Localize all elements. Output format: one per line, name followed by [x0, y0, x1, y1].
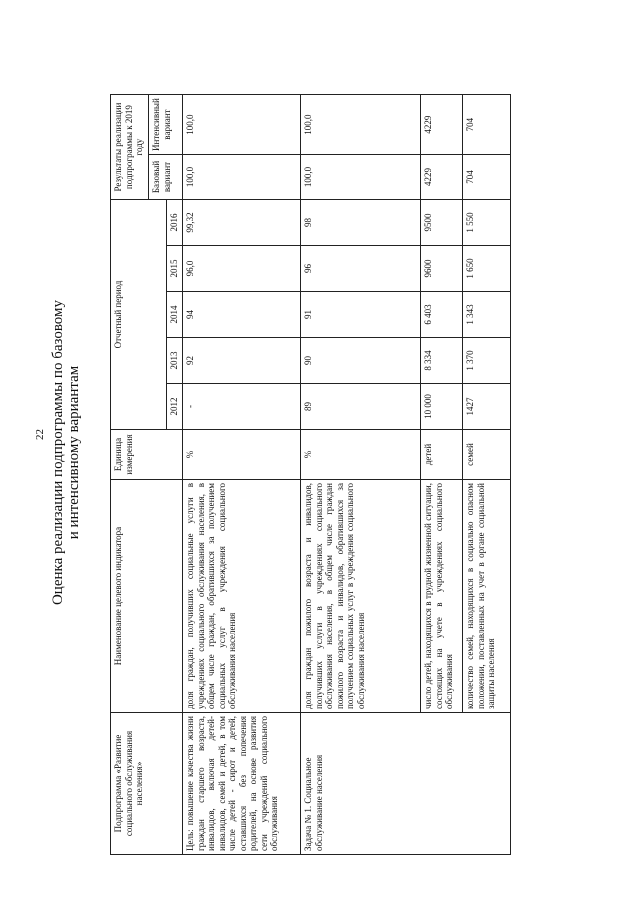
value-intensive: 704: [463, 95, 511, 155]
header-subprogram: Подпрограмма «Развитие социального обслуживания населения»: [111, 713, 183, 855]
value-2015: 96: [301, 246, 421, 292]
goal-cell: Цель: повышение качества жизни граждан старшего возраста, инвалидов, включая детей-инвалидов, семей и детей, в том числе детей - сирот и детей, оставшихся без попечения родителей, на основе развития сети учреждений социального обслуживания: [183, 713, 301, 855]
value-2012: -: [183, 384, 301, 430]
value-2014: 91: [301, 292, 421, 338]
table-row: [301, 95, 421, 855]
value-2015: 9600: [421, 246, 463, 292]
unit-cell: %: [183, 430, 301, 480]
value-base: 704: [463, 155, 511, 200]
value-2012: 89: [301, 384, 421, 430]
value-2013: 1 370: [463, 338, 511, 384]
unit-cell: семей: [463, 430, 511, 480]
value-intensive: 100,0: [301, 95, 421, 155]
indicators-table: [110, 94, 511, 855]
value-base: 100,0: [301, 155, 421, 200]
header-indicator: Наименование целевого индикатора: [111, 480, 183, 713]
document-title-line2: и интенсивному вариантам: [66, 365, 82, 540]
value-intensive: 4229: [421, 95, 463, 155]
value-2013: 90: [301, 338, 421, 384]
header-year-2016: 2016: [167, 200, 183, 246]
header-report-period: Отчетный период: [111, 200, 167, 430]
value-2013: 92: [183, 338, 301, 384]
value-2015: 1 650: [463, 246, 511, 292]
value-intensive: 100,0: [183, 95, 301, 155]
unit-cell: детей: [421, 430, 463, 480]
value-2014: 6 403: [421, 292, 463, 338]
value-2012: 1427: [463, 384, 511, 430]
value-2016: 99,32: [183, 200, 301, 246]
value-2014: 1 343: [463, 292, 511, 338]
task-cell: Задача № 1. Социальное обслуживание населения: [301, 713, 511, 855]
header-intensive-variant: Интенсивный вариант: [149, 95, 183, 155]
header-year-2013: 2013: [167, 338, 183, 384]
header-year-2012: 2012: [167, 384, 183, 430]
value-2016: 98: [301, 200, 421, 246]
header-year-2015: 2015: [167, 246, 183, 292]
header-unit: Единица измерения: [111, 430, 183, 480]
value-2013: 8 334: [421, 338, 463, 384]
table-row: [183, 95, 301, 855]
document-title-line1: Оценка реализации подпрограммы по базовому: [50, 299, 66, 606]
unit-cell: %: [301, 430, 421, 480]
indicator-cell: число детей, находящихся в трудной жизненной ситуации, состоящих на учете в учреждениях социального обслуживания: [421, 480, 463, 713]
header-year-2014: 2014: [167, 292, 183, 338]
value-base: 100,0: [183, 155, 301, 200]
page-number: 22: [34, 429, 46, 440]
header-base-variant: Базовый вариант: [149, 155, 183, 200]
value-2016: 1 550: [463, 200, 511, 246]
value-2012: 10 000: [421, 384, 463, 430]
value-2016: 9500: [421, 200, 463, 246]
indicator-cell: доля граждан, получивших социальные услуги в учреждениях социального обслуживания населения, в общем числе граждан, обратившихся за получением социальных услуг в учреждения социального обслуживания населения: [183, 480, 301, 713]
value-base: 4229: [421, 155, 463, 200]
indicator-cell: количество семей, находящихся в социально опасном положении, поставленных на учет в органе социальной защиты населения: [463, 480, 511, 713]
value-2014: 94: [183, 292, 301, 338]
value-2015: 96,0: [183, 246, 301, 292]
header-results: Результаты реализации подпрограммы к 2019 году: [111, 95, 149, 200]
indicator-cell: доля граждан пожилого возраста и инвалидов, получивших услуги в учреждениях социального обслуживания населения, в общем числе граждан пожилого возраста и инвалидов, обратившихся за получением социальных услуг в учреждения социального обслуживания населения: [301, 480, 421, 713]
